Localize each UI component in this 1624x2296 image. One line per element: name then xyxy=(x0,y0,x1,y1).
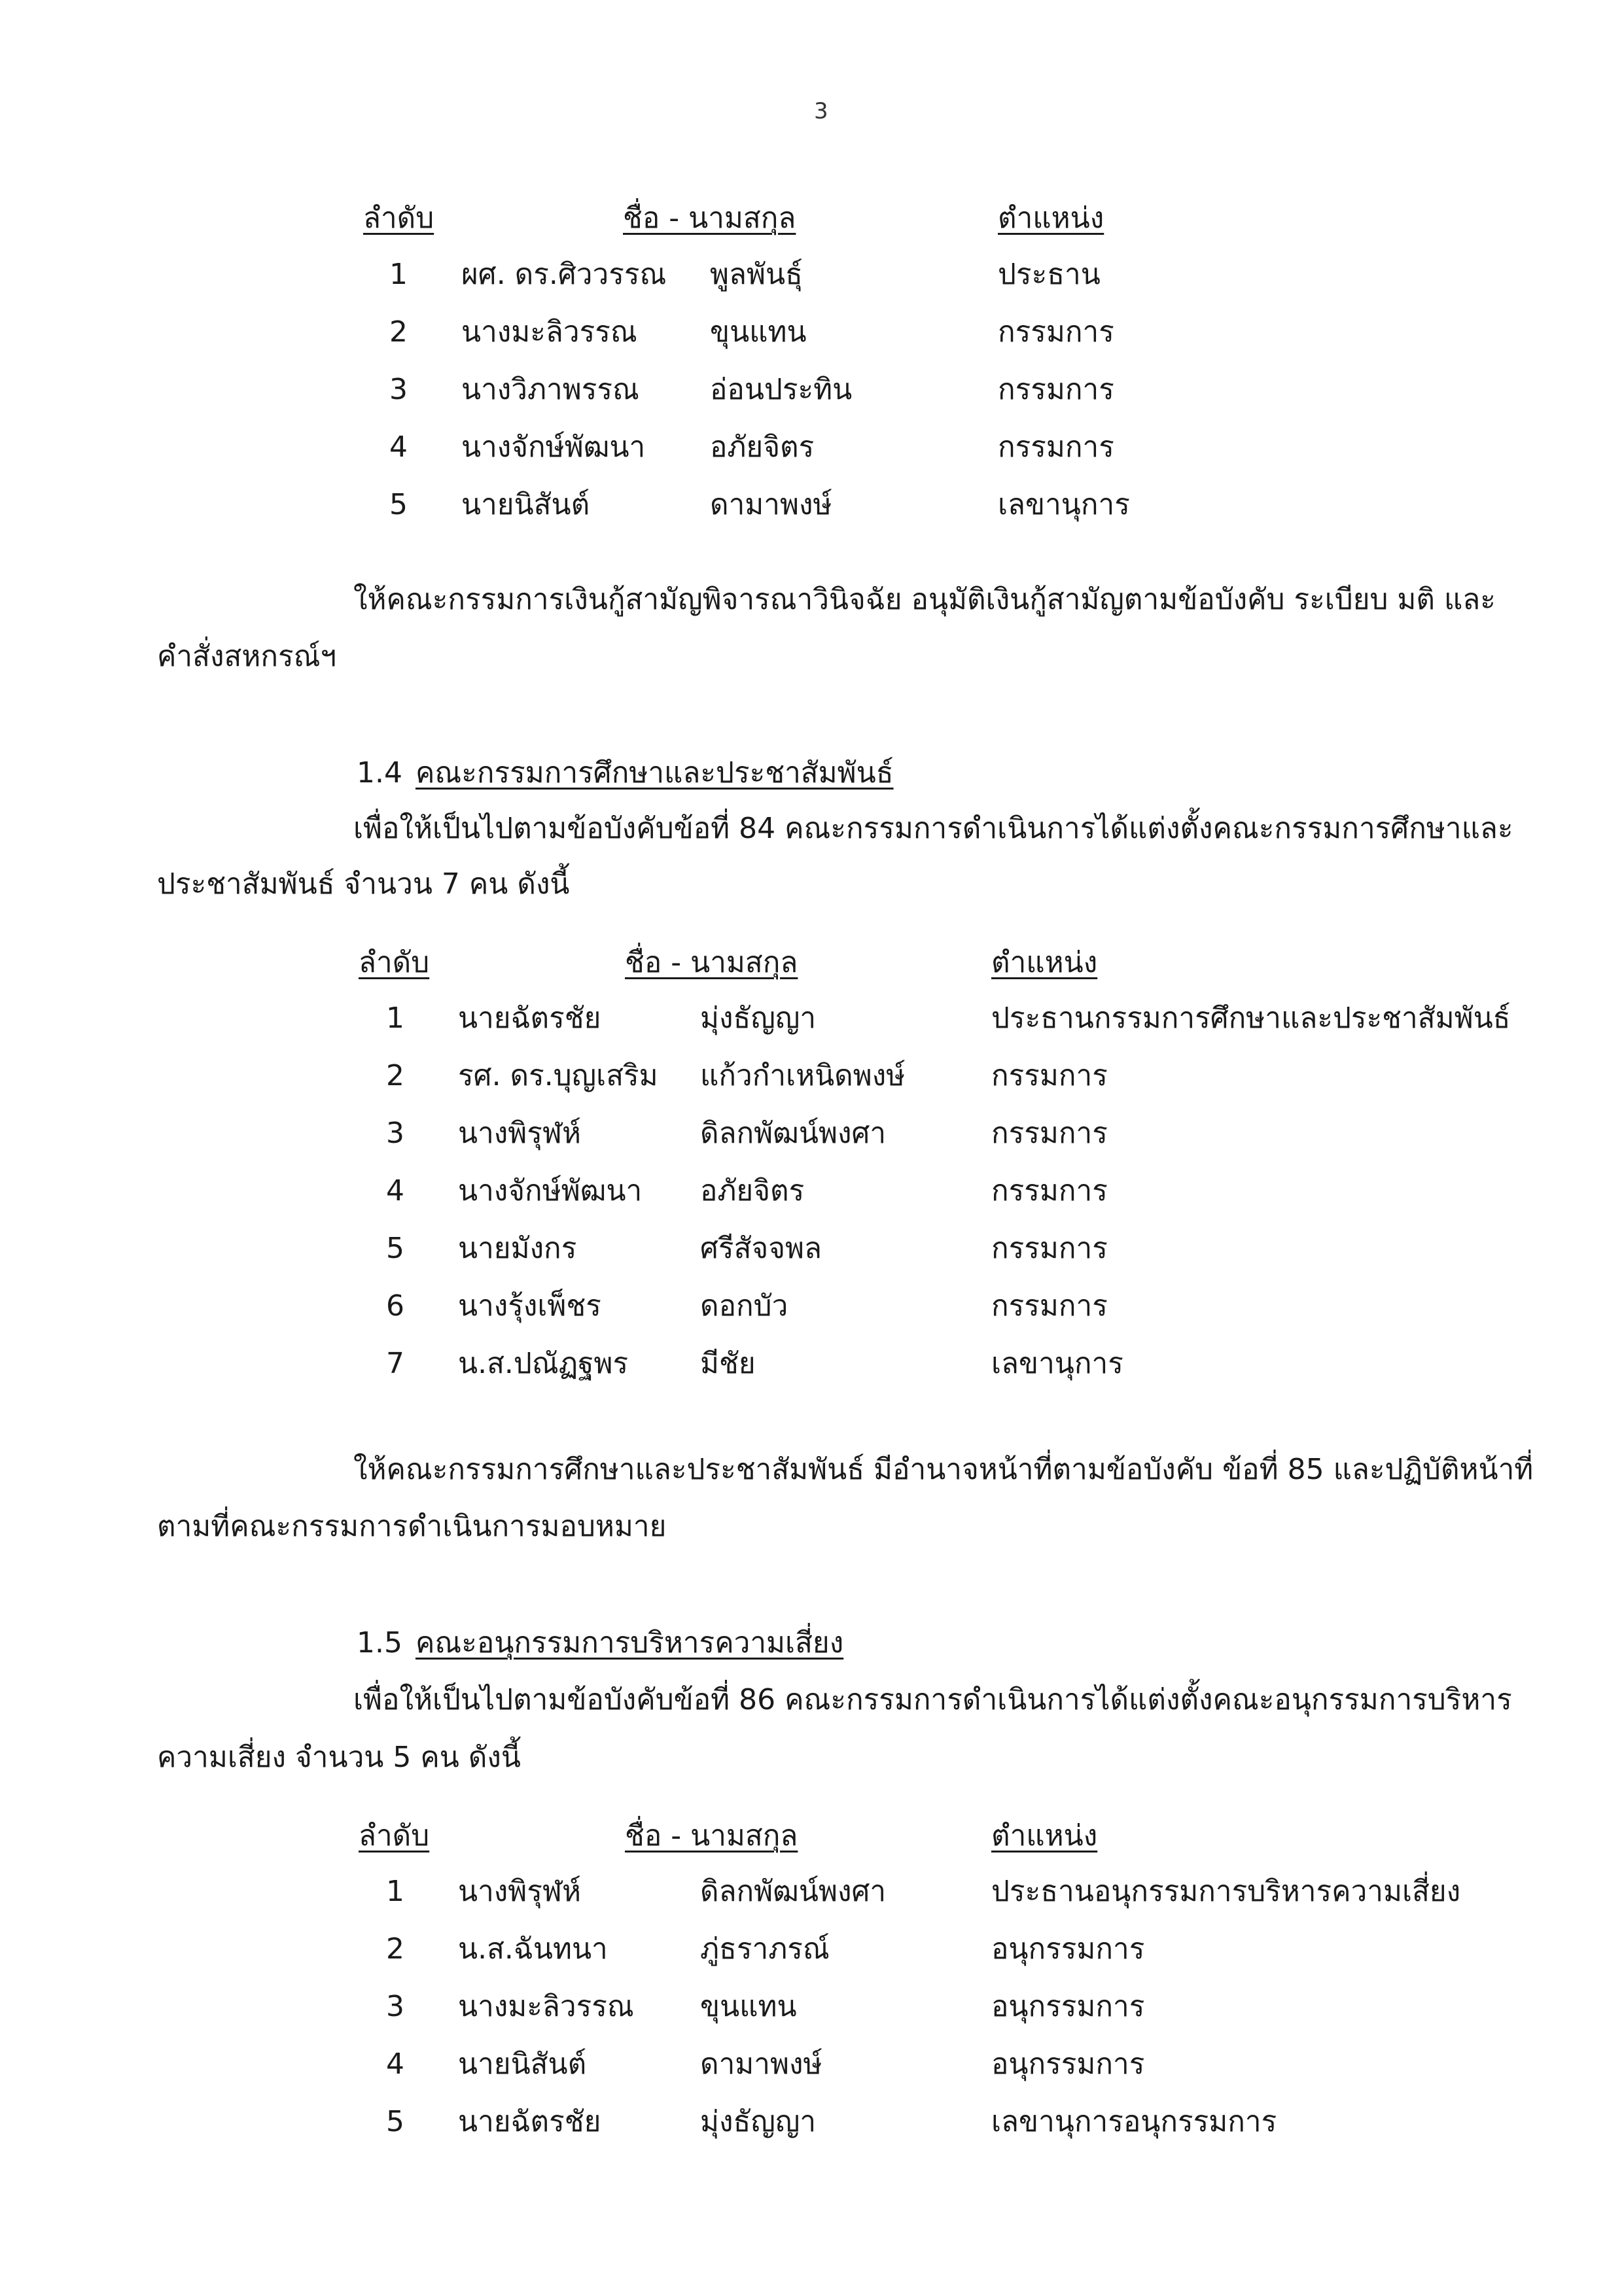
last-name: ดิลกพัฒน์พงศา xyxy=(700,1875,887,1908)
row-number: 2 xyxy=(386,1059,404,1092)
last-name: อ่อนประทิน xyxy=(710,373,853,406)
first-name: นางมะลิวรรณ xyxy=(458,1990,634,2023)
first-name: นางพิรุฬห์ xyxy=(458,1117,581,1150)
position: กรรมการ xyxy=(998,373,1114,406)
header-order: ลำดับ xyxy=(359,1819,430,1852)
first-name: นางรุ้งเพ็ชร xyxy=(458,1289,601,1323)
first-name: นายนิสันต์ xyxy=(461,488,590,521)
section-title: คณะกรรมการศึกษาและประชาสัมพันธ์ xyxy=(415,756,894,790)
row-number: 6 xyxy=(386,1289,404,1323)
section-intro-line1: เพื่อให้เป็นไปตามข้อบังคับข้อที่ 86 คณะกรรมการดำเนินการได้แต่งตั้งคณะอนุกรรมการบริหาร xyxy=(353,1683,1512,1716)
position: อนุกรรมการ xyxy=(991,1932,1145,1966)
first-name: นางจักษ์พัฒนา xyxy=(461,430,646,464)
first-name: นายฉัตรชัย xyxy=(458,1001,601,1035)
row-number: 7 xyxy=(386,1347,404,1380)
last-name: ขุนแทน xyxy=(700,1990,797,2023)
first-name: นายมังกร xyxy=(458,1232,577,1265)
last-name: ดามาพงษ์ xyxy=(710,488,832,521)
row-number: 1 xyxy=(389,258,408,291)
section-duty-line2: ตามที่คณะกรรมการดำเนินการมอบหมาย xyxy=(157,1510,667,1543)
header-name: ชื่อ - นามสกุล xyxy=(625,1819,798,1852)
last-name: ขุนแทน xyxy=(710,315,807,349)
position: อนุกรรมการ xyxy=(991,2047,1145,2081)
last-name: ดิลกพัฒน์พงศา xyxy=(700,1117,887,1150)
first-name: นายนิสันต์ xyxy=(458,2047,587,2081)
position: เลขานุการ xyxy=(991,1347,1123,1380)
header-position: ตำแหน่ง xyxy=(991,1819,1098,1852)
position: อนุกรรมการ xyxy=(991,1990,1145,2023)
row-number: 3 xyxy=(386,1117,404,1150)
header-position: ตำแหน่ง xyxy=(998,201,1104,235)
first-name: นางวิภาพรรณ xyxy=(461,373,639,406)
row-number: 3 xyxy=(386,1990,404,2023)
position: ประธาน xyxy=(998,258,1101,291)
last-name: แก้วกำเหนิดพงษ์ xyxy=(700,1059,906,1092)
row-number: 3 xyxy=(389,373,408,406)
last-name: ภู่ธราภรณ์ xyxy=(700,1932,830,1966)
first-name: นางมะลิวรรณ xyxy=(461,315,637,349)
position: กรรมการ xyxy=(998,430,1114,464)
last-name: ดามาพงษ์ xyxy=(700,2047,822,2081)
first-name: รศ. ดร.บุญเสริม xyxy=(458,1059,658,1092)
row-number: 2 xyxy=(386,1932,404,1966)
position: ประธานอนุกรรมการบริหารความเสี่ยง xyxy=(991,1875,1461,1908)
loan-committee-duty-line1: ให้คณะกรรมการเงินกู้สามัญพิจารณาวินิจฉัย อนุมัติเงินกู้สามัญตามข้อบังคับ ระเบียบ มติ และ xyxy=(353,583,1496,616)
row-number: 1 xyxy=(386,1875,404,1908)
section-number: 1.4 xyxy=(357,756,402,790)
position: กรรมการ xyxy=(991,1059,1108,1092)
position: กรรมการ xyxy=(991,1174,1108,1208)
first-name: นางพิรุฬห์ xyxy=(458,1875,581,1908)
last-name: อภัยจิตร xyxy=(700,1174,805,1208)
last-name: พูลพันธุ์ xyxy=(710,258,803,291)
header-name: ชื่อ - นามสกุล xyxy=(623,201,796,235)
position: ประธานกรรมการศึกษาและประชาสัมพันธ์ xyxy=(991,1001,1511,1035)
header-name: ชื่อ - นามสกุล xyxy=(625,946,798,979)
first-name: นางจักษ์พัฒนา xyxy=(458,1174,643,1208)
section-number: 1.5 xyxy=(357,1626,402,1660)
last-name: ศรีสัจจพล xyxy=(700,1232,822,1265)
section-title: คณะอนุกรรมการบริหารความเสี่ยง xyxy=(415,1626,844,1660)
last-name: มุ่งธัญญา xyxy=(700,1001,817,1035)
position: กรรมการ xyxy=(991,1289,1108,1323)
first-name: น.ส.ฉันทนา xyxy=(458,1932,608,1966)
row-number: 5 xyxy=(386,2105,404,2138)
last-name: มีชัย xyxy=(700,1347,756,1380)
section-intro-line2: ความเสี่ยง จำนวน 5 คน ดังนี้ xyxy=(157,1741,521,1774)
first-name: นายฉัตรชัย xyxy=(458,2105,601,2138)
header-order: ลำดับ xyxy=(363,201,434,235)
row-number: 4 xyxy=(386,1174,404,1208)
section-intro-line1: เพื่อให้เป็นไปตามข้อบังคับข้อที่ 84 คณะกรรมการดำเนินการได้แต่งตั้งคณะกรรมการศึกษาและ xyxy=(353,812,1513,845)
row-number: 1 xyxy=(386,1001,404,1035)
row-number: 5 xyxy=(389,488,408,521)
position: เลขานุการอนุกรรมการ xyxy=(991,2105,1277,2138)
section-intro-line2: ประชาสัมพันธ์ จำนวน 7 คน ดังนี้ xyxy=(157,867,570,901)
section-duty-line1: ให้คณะกรรมการศึกษาและประชาสัมพันธ์ มีอำนาจหน้าที่ตามข้อบังคับ ข้อที่ 85 และปฏิบัติหน้าที่ xyxy=(353,1453,1534,1486)
position: กรรมการ xyxy=(991,1117,1108,1150)
first-name: น.ส.ปณัฏฐพร xyxy=(458,1347,629,1380)
position: กรรมการ xyxy=(998,315,1114,349)
row-number: 4 xyxy=(389,430,408,464)
header-order: ลำดับ xyxy=(359,946,430,979)
position: เลขานุการ xyxy=(998,488,1130,521)
last-name: อภัยจิตร xyxy=(710,430,815,464)
position: กรรมการ xyxy=(991,1232,1108,1265)
first-name: ผศ. ดร.ศิววรรณ xyxy=(461,258,667,291)
last-name: มุ่งธัญญา xyxy=(700,2105,817,2138)
last-name: ดอกบัว xyxy=(700,1289,788,1323)
page-number: 3 xyxy=(814,98,828,124)
row-number: 2 xyxy=(389,315,408,349)
row-number: 4 xyxy=(386,2047,404,2081)
loan-committee-duty-line2: คำสั่งสหกรณ์ฯ xyxy=(157,640,337,673)
row-number: 5 xyxy=(386,1232,404,1265)
header-position: ตำแหน่ง xyxy=(991,946,1098,979)
